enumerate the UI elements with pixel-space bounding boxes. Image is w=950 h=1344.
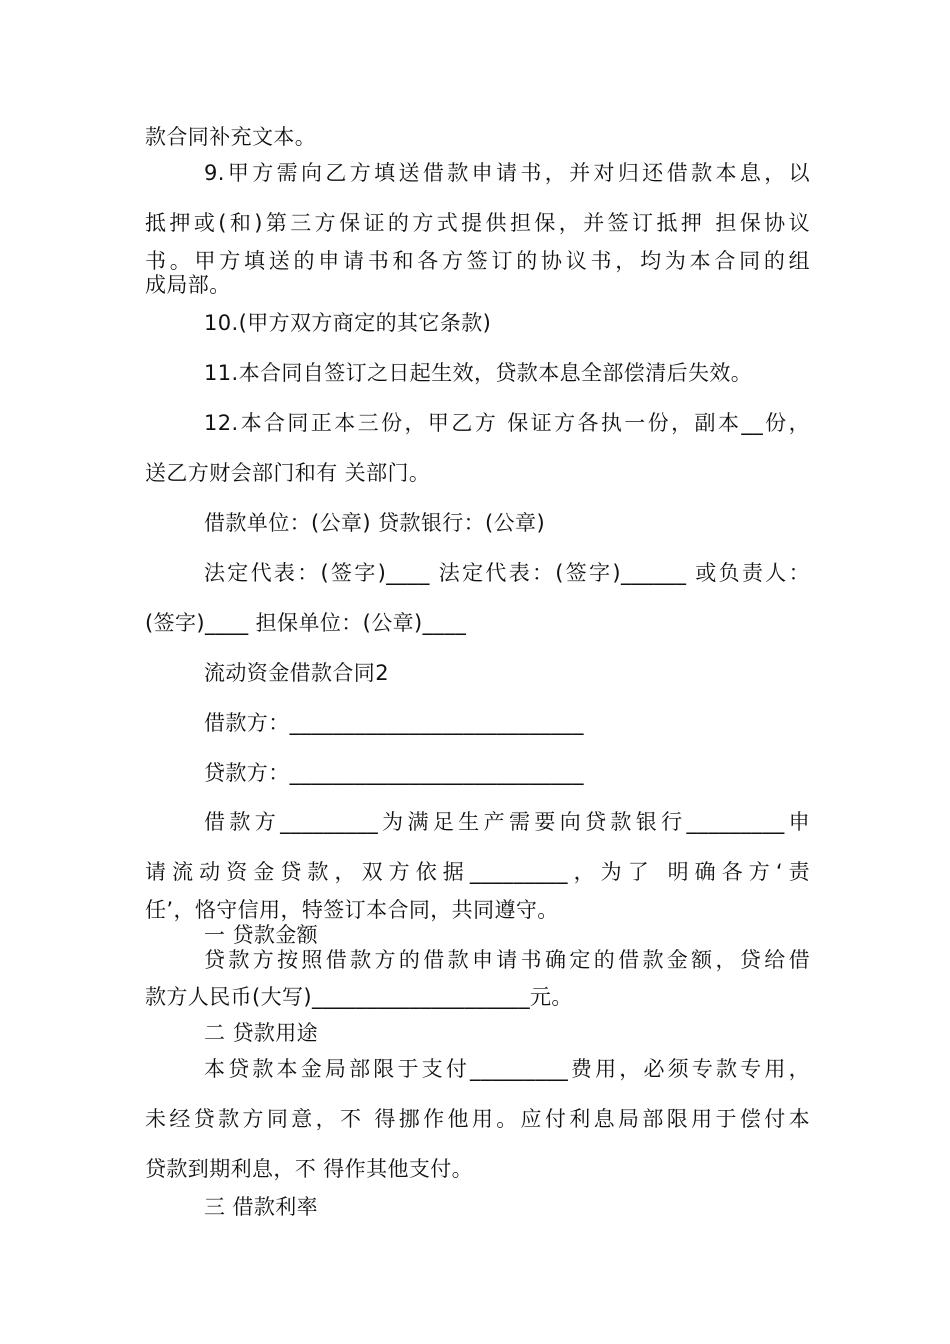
- section-2-line-2: 未经贷款方同意，不 得挪作他用。应付利息局部限用于偿付本: [145, 1107, 810, 1131]
- section-2-line-3: 贷款到期利息，不 得作其他支付。: [145, 1157, 474, 1181]
- section-1-heading: 一 贷款金额: [204, 923, 319, 947]
- clause-12-line-2: 送乙方财会部门和有 关部门。: [145, 461, 431, 485]
- clause-9-line-3: 书。甲方填送的申请书和各方签订的协议书，均为本合同的组: [145, 249, 810, 273]
- contract-2-title: 流动资金借款合同2: [204, 661, 389, 685]
- clause-10: 10.(甲方双方商定的其它条款): [204, 311, 492, 335]
- clause-12-line-1: 12.本合同正本三份，甲乙方 保证方各执一份，副本__份，: [204, 411, 810, 435]
- borrower-field: 借款方：___________________________: [204, 711, 584, 735]
- section-2-line-1: 本贷款本金局部限于支付_________费用，必须专款专用，: [204, 1057, 810, 1081]
- clause-9-line-1: 9.甲方需向乙方填送借款申请书，并对归还借款本息，以: [204, 161, 810, 185]
- section-2-heading: 二 贷款用途: [204, 1021, 319, 1045]
- preamble-line-3: 任’，恪守信用，特签订本合同，共同遵守。: [145, 898, 559, 922]
- text-line-1: 款合同补充文本。: [145, 125, 317, 149]
- preamble-line-1: 借款方_________为满足生产需要向贷款银行_________申: [204, 810, 810, 834]
- signature-guarantor: (签字)____ 担保单位：(公章)____: [145, 611, 467, 635]
- signature-representatives: 法定代表：(签字)____ 法定代表：(签字)______ 或负责人：: [204, 561, 810, 585]
- section-1-line-1: 贷款方按照借款方的借款申请书确定的借款金额，贷给借: [204, 948, 810, 972]
- clause-11: 11.本合同自签订之日起生效，贷款本息全部偿清后失效。: [204, 361, 753, 385]
- lender-field: 贷款方：___________________________: [204, 761, 584, 785]
- preamble-line-2: 请流动资金贷款，双方依据_________，为了 明确各方‘责: [145, 860, 810, 884]
- clause-9-line-4: 成局部。: [145, 273, 231, 297]
- section-3-heading: 三 借款利率: [204, 1195, 319, 1219]
- clause-9-line-2: 抵押或(和)第三方保证的方式提供担保，并签订抵押 担保协议: [145, 211, 810, 235]
- signature-units: 借款单位：(公章) 贷款银行：(公章): [204, 511, 546, 535]
- section-1-line-2: 款方人民币(大写)____________________元。: [145, 985, 573, 1009]
